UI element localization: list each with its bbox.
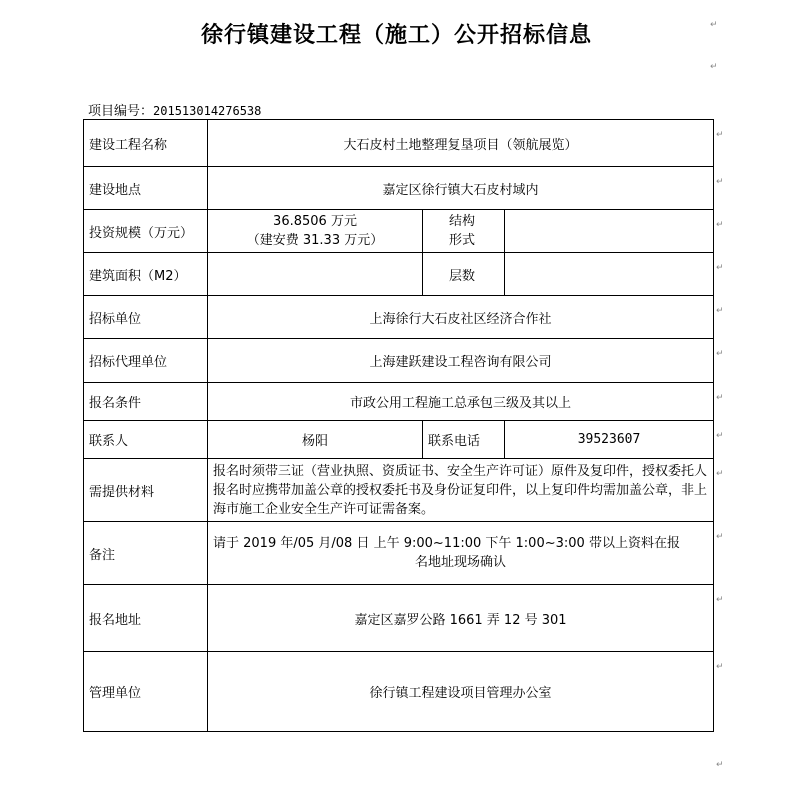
manager-value: 徐行镇工程建设项目管理办公室 [208, 652, 714, 732]
table-row [84, 296, 714, 339]
table-row [84, 120, 714, 167]
table-row [84, 421, 714, 459]
phone-value: 39523607 [505, 421, 714, 459]
table-row [84, 522, 714, 585]
paragraph-mark-icon: ↵ [716, 469, 724, 479]
project-name-value: 大石皮村土地整理复垦项目（领航展览） [208, 120, 714, 167]
paragraph-mark-icon: ↵ [716, 130, 724, 140]
investment-construction-fee: （建安费 31.33 万元） [246, 233, 384, 248]
paragraph-mark-icon: ↵ [716, 306, 724, 316]
phone-label: 联系电话 [423, 421, 505, 459]
row-label: 投资规模（万元） [84, 210, 208, 253]
structure-label [423, 210, 505, 253]
row-label: 需提供材料 [84, 459, 208, 522]
location-value: 嘉定区徐行镇大石皮村域内 [208, 167, 714, 210]
materials-value: 报名时须带三证（营业执照、资质证书、安全生产许可证）原件及复印件，授权委托人报名时应携带加盖公章的授权委托书及身份证复印件，以上复印件均需加盖公章，非上海市施工企业安全生产许可证需备案。 [208, 459, 714, 522]
row-label: 管理单位 [84, 652, 208, 732]
paragraph-mark-icon: ↵ [710, 20, 718, 30]
project-number-value: 201513014276538 [153, 104, 262, 118]
floors-value [505, 253, 714, 296]
table-row [84, 210, 714, 253]
remark-line: 请于 2019 年/05 月/08 日 上午 9:00~11:00 下午 1:00~3:00 带以上资料在报 [213, 536, 680, 551]
row-label: 建筑面积（M2） [84, 253, 208, 296]
structure-label-line: 结构 [449, 214, 476, 229]
row-label: 报名地址 [84, 585, 208, 652]
row-label: 建设工程名称 [84, 120, 208, 167]
table-row [84, 253, 714, 296]
condition-value: 市政公用工程施工总承包三级及其以上 [208, 383, 714, 421]
project-number [88, 100, 261, 119]
area-value [208, 253, 423, 296]
agent-value: 上海建跃建设工程咨询有限公司 [208, 339, 714, 383]
paragraph-mark-icon: ↵ [716, 595, 724, 605]
address-value: 嘉定区嘉罗公路 1661 弄 12 号 301 [208, 585, 714, 652]
row-label: 联系人 [84, 421, 208, 459]
paragraph-mark-icon: ↵ [716, 220, 724, 230]
remark-line: 名地址现场确认 [414, 555, 506, 570]
floors-label: 层数 [423, 253, 505, 296]
paragraph-mark-icon: ↵ [716, 177, 724, 187]
paragraph-mark-icon: ↵ [716, 532, 724, 542]
info-table [83, 119, 714, 732]
table-row [84, 652, 714, 732]
structure-value [505, 210, 714, 253]
tenderer-value: 上海徐行大石皮社区经济合作社 [208, 296, 714, 339]
row-label: 建设地点 [84, 167, 208, 210]
paragraph-mark-icon: ↵ [716, 263, 724, 273]
paragraph-mark-icon: ↵ [716, 662, 724, 672]
investment-amount: 36.8506 万元 [273, 214, 357, 229]
structure-label-line: 形式 [449, 233, 476, 248]
paragraph-mark-icon: ↵ [716, 431, 724, 441]
row-label: 招标代理单位 [84, 339, 208, 383]
paragraph-mark-icon: ↵ [716, 760, 724, 770]
project-number-label: 项目编号： [88, 104, 154, 119]
table-row [84, 167, 714, 210]
investment-value [208, 210, 423, 253]
page-title: 徐行镇建设工程（施工）公开招标信息 [200, 22, 592, 48]
paragraph-mark-icon: ↵ [716, 393, 724, 403]
paragraph-mark-icon: ↵ [710, 62, 718, 72]
table-row [84, 383, 714, 421]
row-label: 备注 [84, 522, 208, 585]
row-label: 报名条件 [84, 383, 208, 421]
paragraph-mark-icon: ↵ [716, 349, 724, 359]
remark-value [208, 522, 714, 585]
table-row [84, 459, 714, 522]
table-row [84, 585, 714, 652]
contact-person-value: 杨阳 [208, 421, 423, 459]
table-row [84, 339, 714, 383]
row-label: 招标单位 [84, 296, 208, 339]
